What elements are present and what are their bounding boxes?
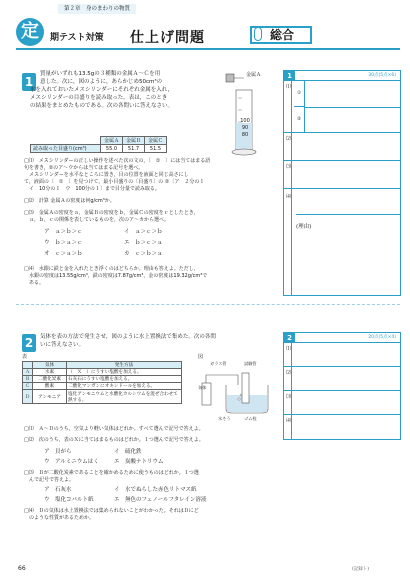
q1-intro-line: メスシリンダーの目盛りを読み取った。表は，このとき [30,95,168,101]
fig-label: ガラス管 [210,361,227,366]
figure-ticks [238,118,252,139]
q2-method-table [22,361,182,404]
table-row [23,369,182,376]
tick-label: 80 [241,132,249,138]
fig-label: ゴム栓 [244,416,257,421]
row-label: ⑵ [286,370,292,376]
table-header-row [23,362,182,369]
option: エ ｂ＞ｃ＞ａ [124,240,163,246]
q2-sub3-options [44,486,274,506]
tick-label: 90 [241,125,249,131]
fig-label: 気体 [198,385,207,390]
table-row [31,145,167,153]
table-header: 発生方法 [67,362,182,369]
answer-panel-2 [283,332,401,440]
page-number: 66 [18,565,26,572]
q1-sub1 [24,158,276,193]
option: イ 水でぬらした赤色リトマス紙 [114,487,197,493]
text-line: て，液面の〔 ① 〕を見つけて，最小目盛りの〔目盛り〕の ②〔ア ２分の１ [24,179,205,185]
option: ウ アルミニウムはく [44,459,99,465]
option: ア 貝がら [44,449,72,455]
row-label: ⑷ [286,194,292,200]
q2-intro [40,333,280,349]
table-cell: 酸素 [33,383,67,390]
text-line: んで記号で答えよ。 [24,477,75,483]
table-cell: 石灰石にうすい塩酸を加える。 [67,376,182,383]
option-row [44,250,244,261]
sub-label: ① [294,81,305,107]
table-cell: Ｂ [23,376,33,383]
header-divider [16,48,400,50]
q1-intro-line: 意した。次に，図のように，あらかじめ50cm³の [40,79,163,85]
option: ウ ｂ＞ａ＞ｃ [44,240,83,246]
table-caption: 表 [22,354,28,360]
teiki-badge: 定 [16,18,44,46]
q1-intro-line: の結果をまとめたものである。次の各問いに答えなさい。 [30,103,174,109]
figure-metal-label: 金属Ａ [246,72,262,78]
table-cell: Ｃ [23,383,33,390]
table-cell: 塩化アンモニウムと水酸化カルシウムを混ぜ合わせて熱する。 [67,390,182,404]
option-row [44,228,244,239]
text-line: ある。 [24,280,45,286]
panel-score: 20点(5点×4) [368,335,396,340]
option-row [44,486,274,496]
q2-intro-line: いに答えなさい。 [40,342,85,348]
q2-intro-line: 気体を表の方法で発生させ，図のように水上置換法で集めた。次の各問 [40,334,216,340]
option-row [44,496,274,506]
text-line: □⑷ 水銀に鉄と金を入れたとき浮くのはどちらか。理由も答えよ。ただし， [24,266,199,272]
q1-sub3 [24,210,276,224]
tick-label: 100 [240,118,250,124]
panel-number: 2 [284,333,295,343]
question-number-2: 2 [22,334,36,352]
answer-row[interactable] [284,189,400,295]
sub-label: ② [294,107,305,133]
q1-sub2: □⑵ 計算 金属Ａの密度は何g/cm³か。 [24,198,115,204]
table-header: 金属Ａ [101,137,123,145]
row-label: ⑵ [286,136,292,142]
table-header-row [31,137,167,145]
table-header: 気体 [33,362,67,369]
q1-intro-line: 質量がいずれも13.5gの３種類の金属Ａ～Ｃを用 [40,71,161,77]
option-row [44,239,244,250]
metal-block [226,74,234,82]
option-row [44,448,244,458]
text-line: □⑶ 金属Ａの密度をａ，金属Ｂの密度をｂ，金属Ｃの密度をｃとしたとき， [24,210,199,216]
table-cell: Ａ [23,369,33,376]
q1-data-table [30,136,167,153]
table-row [23,383,182,390]
table-cell: 55.0 [101,145,123,153]
option: イ ａ＞ｃ＞ｂ [124,229,163,235]
option: オ ｃ＞ａ＞ｂ [44,251,83,257]
question-number-1: 1 [22,73,36,91]
text-line: □⑷ Ｄの気体は水上置換法では集められないことがわかった。それはＤにど [24,508,199,514]
panel-score: 30点(5点×6) [368,73,396,78]
text-line: □⑴ メスシリンダーの正しい操作を述べた次の文の，〔 ① 〕には当てはまる語 [24,158,211,164]
q2-sub1: □⑴ Ａ～Ｄのうち，空気より軽い気体はどれか。すべて選んで記号で答えよ。 [24,426,204,432]
table-cell: 水素 [33,369,67,376]
table-cell: Ｄ [23,390,33,404]
text-line: 句を書き，②のア～ウからは当てはまる記号を選べ。 [24,165,144,171]
row-label: ⑴ [286,84,292,90]
q2-sub3 [24,470,280,484]
section-divider [16,304,400,305]
fig-label: 水そう [218,416,231,421]
answer-row[interactable] [284,161,400,189]
answer-row[interactable] [284,367,400,391]
text-line: □⑶ Ｂが二酸化炭素であることを確かめるために使うものはどれか。１つ選 [24,470,199,476]
answer-panel-1 [283,70,401,296]
panel-number: 1 [284,71,295,81]
figure-caption: 図 [198,354,204,360]
option: カ ｃ＞ｂ＞ａ [124,251,163,257]
text-line: メスシリンダーを水平なところに置き，目の位置を液面と同じ高さにし [24,172,189,178]
option: ウ 塩化コバルト紙 [44,497,94,503]
text-line: イ 10分の１ ウ 100分の１〕まで目分量で読み取る。 [24,186,160,192]
table-cell: 二酸化マンガンにオキシドールを加える。 [67,383,182,390]
fig-label: 試験管 [244,361,257,366]
reason-label: (理由) [296,224,312,230]
option: エ 炭酸ナトリウム [114,459,164,465]
q2-sub2-options [44,448,244,468]
q1-sub4 [24,266,276,287]
text-line: ａ，ｂ，ｃの関係を表しているものを，次のア～カから選べ。 [24,217,170,223]
option: ア 石灰水 [44,487,72,493]
option-row [44,458,244,468]
row-label: ⑷ [286,418,292,424]
q1-intro-line: 水を入れておいたメスシリンダーにそれぞれ金属を入れ， [30,87,174,93]
subtitle: 期テスト対策 [50,33,104,43]
table-cell: アンモニア [33,390,67,404]
answer-row[interactable] [284,81,400,133]
water-displacement-figure [198,361,276,415]
table-row [23,390,182,404]
answer-row[interactable] [284,391,400,415]
table-corner [31,137,101,145]
q2-sub4 [24,508,280,522]
table-cell: 二酸化炭素 [33,376,67,383]
row-label: ⑶ [286,394,292,400]
paperclip-icon [254,27,262,41]
text-line: のような性質があるためか。 [24,515,95,521]
page-title: 仕上げ問題 [130,30,205,46]
row-label: 読み取った目盛り(cm³) [31,145,101,153]
panel-header [284,333,400,343]
text-line: 水銀の密度は13.55g/cm³，鉄の密度は7.87g/cm³，金の密度は19.32g/cm³で [24,273,208,279]
table-cell: （ Ｘ ）にうすい塩酸を加える。 [67,369,182,376]
q1-options [44,228,244,261]
table-header: 金属Ｃ [145,137,167,145]
answer-row[interactable] [284,343,400,367]
table-header [23,362,33,369]
table-cell: 51.5 [145,145,167,153]
graduated-cylinder-figure [214,68,274,158]
row-label: ⑴ [286,346,292,352]
q2-sub2: □⑵ 次のうち，表のＸに当てはまるものはどれか。１つ選んで記号で答えよ。 [24,437,204,443]
q1-intro [30,70,210,110]
table-cell: 51.7 [123,145,145,153]
row-label: ⑶ [286,164,292,170]
section-label: 総合 [270,28,295,42]
option: イ 硫化鉄 [114,449,142,455]
answer-row[interactable] [284,415,400,439]
option: ア ａ＞ｂ＞ｃ [44,229,83,235]
panel-header [284,71,400,81]
answer-row[interactable] [284,133,400,161]
option: エ 無色のフェノールフタレイン溶液 [114,497,207,503]
chapter-label: 第２章 身のまわりの物質 [58,4,136,14]
footer-note: (記録ト) [352,567,370,572]
table-header: 金属Ｂ [123,137,145,145]
table-row [23,376,182,383]
